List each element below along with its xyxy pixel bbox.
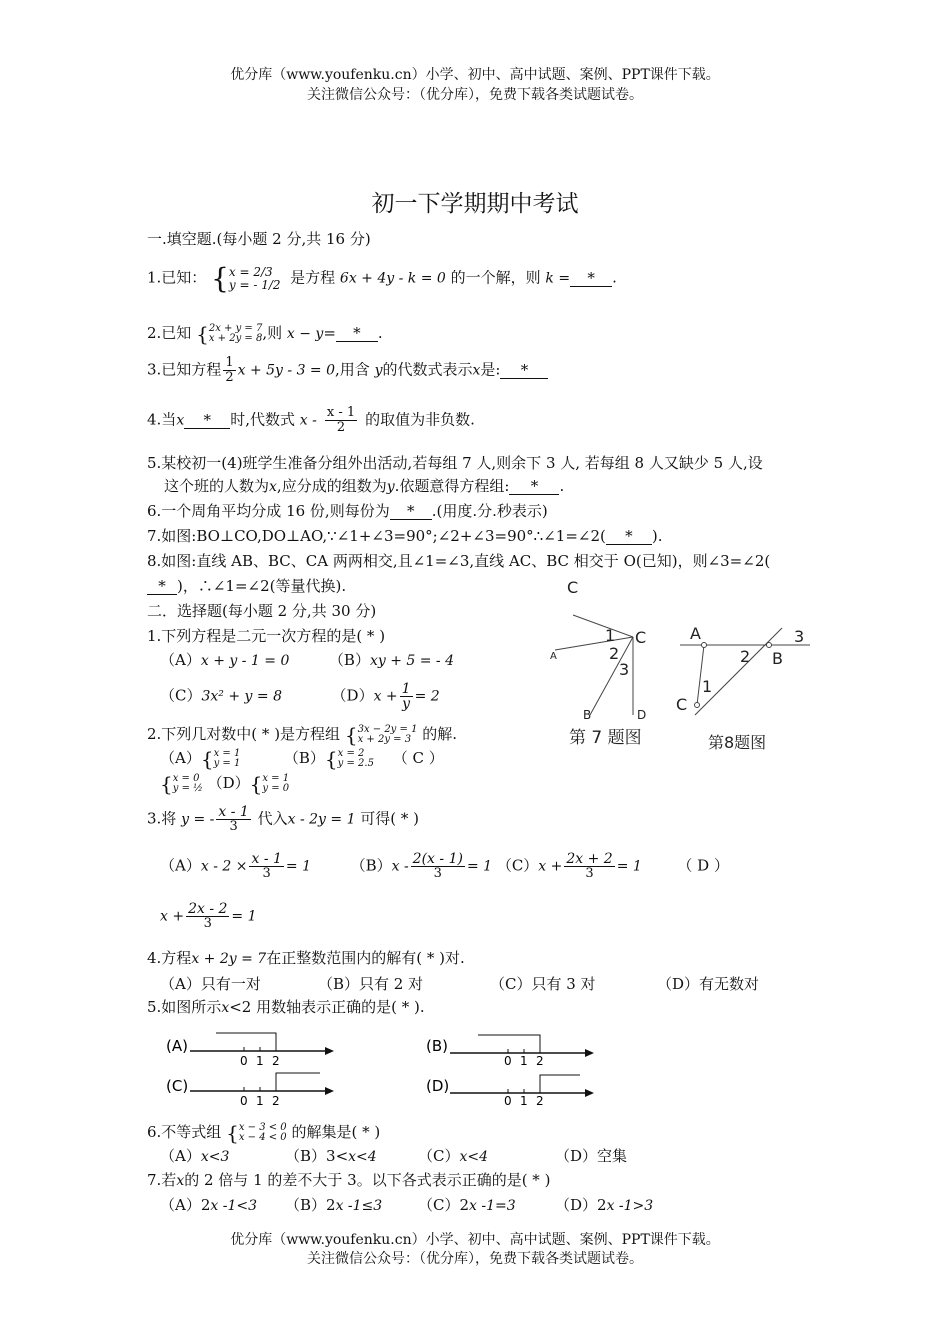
s2-q1-options-ab: （A）x + y - 1 = 0 （B）xy + 5 = - 4 (160, 651, 455, 669)
figure-7 (545, 575, 665, 755)
svg-text:D: D (637, 708, 647, 722)
svg-text:第8题图: 第8题图 (708, 733, 767, 752)
s1-q7: 7.如图:BO⊥CO,DO⊥AO,∵∠1+∠3=90°;∠2+∠3=90°∴∠1=∠2( * ). (147, 527, 663, 545)
s2-q4-option-c: （C）只有 3 对 (490, 975, 596, 993)
s1-q2: 2.已知 { 2x + y = 7 x + 2y = 8 ,则 x − y= * . (147, 322, 383, 346)
answer-blank[interactable]: * (606, 529, 652, 545)
svg-text:3: 3 (794, 627, 805, 646)
s2-q6-option-a: （A）x<3 (160, 1147, 230, 1165)
s2-q7-option-b: （B）2x -1≤3 (285, 1196, 383, 1214)
s1-q3: 3.已知方程 $\frac{1}{2}$ x + 5y - 3 = 0,用含 y的代数式表示x是: * (147, 356, 548, 385)
svg-text:1: 1 (605, 626, 616, 645)
s2-q6: 6.不等式组 { x − 3 < 0 x − 4 < 0 的解集是( * ) (147, 1121, 381, 1145)
s2-q6-option-b: （B）3<x<4 (285, 1147, 377, 1165)
svg-text:2: 2 (609, 644, 620, 663)
svg-text:C: C (676, 695, 688, 714)
s2-q3-options: （A）x - 2 × $\frac{x - 1}{3}$ = 1 （B）x - $\frac{2(x - 1)}{3}$ = 1 （C）x + $\frac{2x + 2}{3}$ = 1 （ D ） (160, 851, 729, 881)
answer-blank[interactable]: * (390, 504, 432, 520)
svg-text:(B): (B) (426, 1037, 448, 1055)
svg-text:1: 1 (256, 1054, 264, 1068)
header-line-1: 优分库（www.youfenku.cn）小学、初中、高中试题、案例、PPT课件下载。 (230, 67, 720, 83)
s2-q6-option-c: （C）x<4 (418, 1147, 489, 1165)
number-line-a (166, 1033, 334, 1068)
svg-text:0: 0 (240, 1054, 248, 1068)
answer-blank[interactable]: * (184, 413, 230, 429)
svg-text:1: 1 (520, 1094, 528, 1108)
svg-text:2: 2 (272, 1094, 280, 1108)
page-title: 初一下学期期中考试 (371, 191, 579, 217)
s2-q2: 2.下列几对数中( * )是方程组 { 3x − 2y = 1 x + 2y = 3 的解. (147, 723, 457, 747)
svg-text:第 7 题图: 第 7 题图 (569, 728, 642, 748)
s2-q7-option-a: （A）2x -1<3 (160, 1196, 258, 1214)
svg-text:2: 2 (536, 1054, 544, 1068)
svg-text:B: B (583, 708, 592, 722)
s2-q4: 4.方程x + 2y = 7在正整数范围内的解有( * )对. (147, 949, 465, 967)
svg-text:2: 2 (536, 1094, 544, 1108)
svg-text:C: C (567, 578, 579, 597)
s2-q5: 5.如图所示x<2 用数轴表示正确的是( * ). (147, 998, 425, 1016)
svg-text:A: A (550, 651, 557, 662)
svg-text:1: 1 (702, 677, 713, 696)
answer-blank[interactable]: * (147, 579, 177, 595)
s2-q1: 1.下列方程是二元一次方程的是( * ) (147, 627, 386, 645)
number-line-b (426, 1035, 594, 1068)
s1-q1: 1.已知： { x = 2/3 y = - 1/2 是方程 6x + 4y - k = 0 的一个解，则 k = * . (147, 262, 617, 295)
s2-q4-option-d: （D）有无数对 (657, 975, 760, 993)
figure-8 (670, 620, 815, 755)
s2-q2-options-line2: { x = 0 y = ½ （D）{ x = 1 y = 0 (160, 772, 290, 796)
s1-q5-line1: 5.某校初一(4)班学生准备分组外出活动,若每组 7 人,则余下 3 人, 若每组 8 人又缺少 5 人,设 (147, 454, 763, 472)
section1-heading: 一.填空题.(每小题 2 分,共 16 分) (147, 230, 371, 248)
svg-text:(D): (D) (426, 1077, 450, 1095)
svg-text:2: 2 (740, 647, 751, 666)
footer-line-2: 关注微信公众号：（优分库），免费下载各类试题试卷。 (307, 1251, 643, 1267)
svg-text:0: 0 (504, 1094, 512, 1108)
s2-q4-option-b: （B）只有 2 对 (318, 975, 424, 993)
answer-blank[interactable]: * (509, 479, 559, 495)
s2-q4-option-a: （A）只有一对 (160, 975, 261, 993)
s1-q4: 4.当x * 时,代数式 x - $\frac{x - 1}{2}$ 的取值为非负数. (147, 405, 475, 435)
header-line-2: 关注微信公众号：（优分库），免费下载各类试题试卷。 (307, 87, 643, 103)
s2-q7: 7.若x的 2 倍与 1 的差不大于 3。以下各式表示正确的是( * ) (147, 1171, 551, 1189)
number-line-c (166, 1073, 334, 1108)
svg-text:3: 3 (619, 660, 630, 679)
svg-text:1: 1 (256, 1094, 264, 1108)
s2-q3: 3.将 y = - $\frac{x - 1}{3}$ 代入x - 2y = 1 可得( * ) (147, 804, 420, 834)
svg-text:0: 0 (240, 1094, 248, 1108)
svg-text:A: A (690, 624, 701, 643)
s2-q7-option-d: （D）2x -1>3 (555, 1196, 654, 1214)
svg-text:(C): (C) (166, 1077, 189, 1095)
s2-q2-options-line1: （A）{ x = 1 y = 1 （B）{ x = 2 y = 2.5 （ C ） (160, 747, 444, 771)
s1-q6: 6.一个周角平均分成 16 份,则每份为 * .(用度.分.秒表示) (147, 502, 548, 520)
s2-q3-option-d: x + $\frac{2x - 2}{3}$ = 1 (160, 901, 257, 931)
svg-text:C: C (635, 628, 647, 647)
s2-q7-option-c: （C）2x -1=3 (418, 1196, 516, 1214)
s1-q8-line1: 8.如图:直线 AB、BC、CA 两两相交,且∠1=∠3,直线 AC、BC 相交于 O(已知)，则∠3=∠2( (147, 552, 771, 570)
s1-q8-line2: * )，∴∠1=∠2(等量代换). (147, 575, 346, 596)
s1-q5-line2: 这个班的人数为x,应分成的组数为y.依题意得方程组: * . (164, 477, 565, 495)
number-line-options (160, 1025, 620, 1115)
section2-heading: 二．选择题(每小题 2 分,共 30 分) (147, 602, 377, 620)
svg-text:1: 1 (520, 1054, 528, 1068)
number-line-d (426, 1075, 594, 1108)
answer-blank[interactable]: * (336, 326, 378, 342)
s2-q1-options-cd: （C）3x² + y = 8 （D）x + $\frac{1}{y}$ = 2 (160, 681, 440, 712)
footer-line-1: 优分库（www.youfenku.cn）小学、初中、高中试题、案例、PPT课件下载。 (230, 1232, 720, 1248)
answer-blank[interactable]: * (500, 363, 548, 379)
svg-text:2: 2 (272, 1054, 280, 1068)
svg-text:0: 0 (504, 1054, 512, 1068)
s2-q6-option-d: （D）空集 (555, 1147, 628, 1165)
answer-blank[interactable]: * (570, 271, 612, 287)
svg-text:(A): (A) (166, 1037, 188, 1055)
svg-text:B: B (772, 649, 783, 668)
